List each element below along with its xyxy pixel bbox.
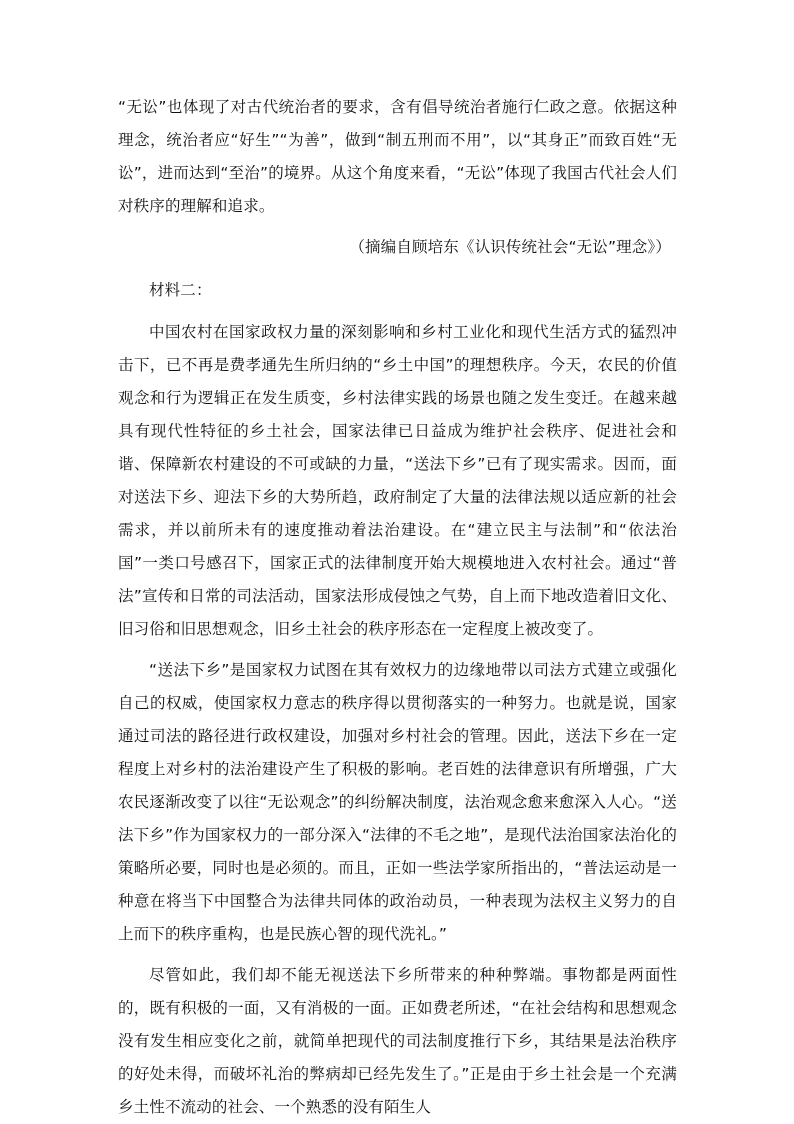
document-body (118, 91, 677, 1124)
paragraph-law-to-countryside: “送法下乡”是国家权力试图在其有效权力的边缘地带以司法方式建立或强化自己的权威，使国家权力意志的秩序得以贯彻落实的一种努力。也就是说，国家通过司法的路径进行政权建设，加强对乡村社会的管理。因此，送法下乡在一定程度上对乡村的法治建设产生了积极的影响。老百姓的法律意识有所增强，广大农民逐渐改变了以往“无讼观念”的纠纷解决制度，法治观念愈来愈深入人心。“送法下乡”作为国家权力的一部分深入“法律的不毛之地”，是现代法治国家法治化的策略所必要，同时也是必须的。而且，正如一些法学家所指出的，“普法运动是一种意在将当下中国整合为法律共同体的政治动员，一种表现为法权主义努力的自上而下的秩序重构，也是民族心智的现代洗礼。” (118, 661, 677, 943)
paragraph-rural-china-law: 中国农村在国家政权力量的深刻影响和乡村工业化和现代生活方式的猛烈冲击下，已不再是费孝通先生所归纳的“乡土中国”的理想秩序。今天，农民的价值观念和行为逻辑正在发生质变，乡村法律实践的场景也随之发生变迁。在越来越具有现代性特征的乡土社会，国家法律已日益成为维护社会秩序、促进社会和谐、保障新农村建设的不可或缺的力量，“送法下乡”已有了现实需求。因而，面对送法下乡、迎法下乡的大势所趋，政府制定了大量的法律法规以适应新的社会需求，并以前所未有的速度推动着法治建设。在“建立民主与法制”和“依法治国”一类口号感召下，国家正式的法律制度开始大规模地进入农村社会。通过“普法”宣传和日常的司法活动，国家法形成侵蚀之气势，自上而下地改造着旧文化、旧习俗和旧思想观念，旧乡土社会的秩序形态在一定程度上被改变了。 (118, 323, 677, 638)
material-two-heading: 材料二： (149, 281, 212, 299)
paragraph-drawbacks: 尽管如此，我们却不能无视送法下乡所带来的种种弊端。事物都是两面性的，既有积极的一面，又有消极的一面。正如费老所述，“在社会结构和思想观念没有发生相应变化之前，就简单把现代的司法制度推行下乡，其结果是法治秩序的好处未得，而破坏礼治的弊病却已经先发生了。”正是由于乡土社会是一个充满乡土性不流动的社会、一个熟悉的没有陌生人 (118, 966, 677, 1116)
paragraph-wusong-ruler-requirements: “无讼”也体现了对古代统治者的要求，含有倡导统治者施行仁政之意。依据这种理念，统治者应“好生”“为善”，做到“制五刑而不用”，以“其身正”而致百姓“无讼”，进而达到“至治”的境界。从这个角度来看，“无讼”体现了我国古代社会人们对秩序的理解和追求。 (118, 98, 677, 215)
source-citation: （摘编自顾培东《认识传统社会“无讼”理念》） (349, 238, 671, 256)
